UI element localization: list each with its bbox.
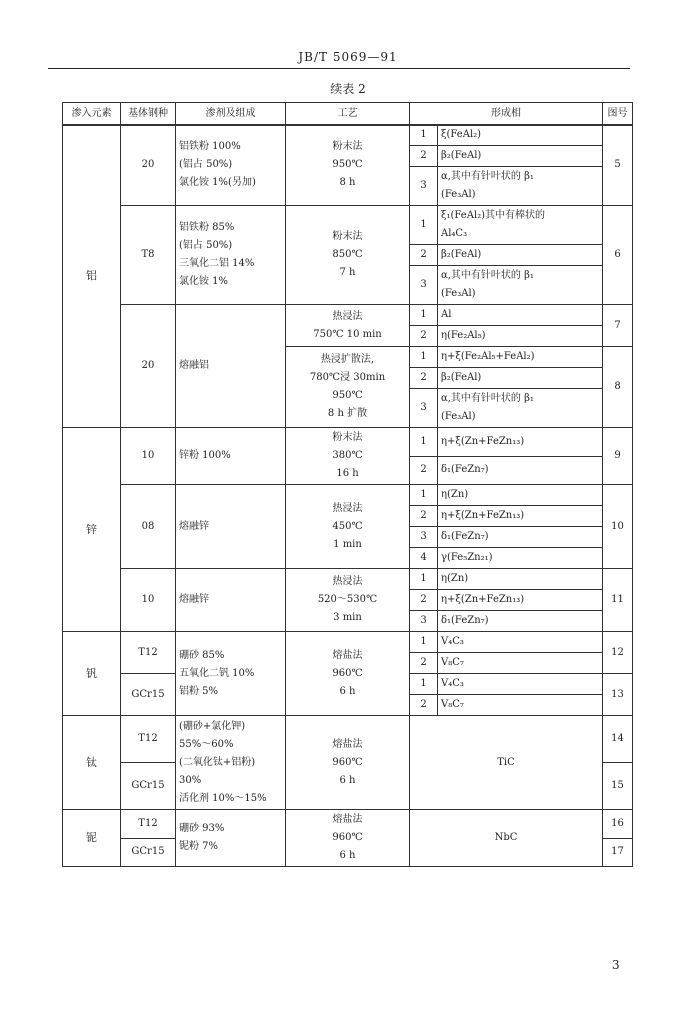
phase-cell: β₂(FeAl) bbox=[438, 146, 603, 167]
steel-cell: 08 bbox=[121, 485, 176, 569]
steel-cell: T12 bbox=[121, 810, 176, 839]
phase-cell: ξ₁(FeAl₂)其中有棒状的 Al₄C₃ bbox=[438, 206, 603, 245]
steel-cell: 20 bbox=[121, 125, 176, 206]
figure-number: 7 bbox=[603, 305, 633, 347]
process-cell: 熔盐法 960℃ 6 h bbox=[286, 810, 410, 867]
phase-number: 1 bbox=[410, 125, 438, 146]
agent-cell: 铝铁粉 85% (铝占 50%) 三氧化二铝 14% 氯化铵 1% bbox=[176, 206, 286, 305]
figure-number: 10 bbox=[603, 485, 633, 569]
table-row bbox=[63, 305, 633, 326]
phase-cell: V₈C₇ bbox=[438, 653, 603, 674]
phase-number: 2 bbox=[410, 326, 438, 347]
phase-number: 2 bbox=[410, 653, 438, 674]
steel-cell: T12 bbox=[121, 716, 176, 763]
agent-cell: 熔融铝 bbox=[176, 305, 286, 428]
phase-number: 2 bbox=[410, 506, 438, 527]
figure-number: 9 bbox=[603, 428, 633, 485]
figure-number: 8 bbox=[603, 347, 633, 428]
figure-number: 17 bbox=[603, 838, 633, 867]
phase-cell: β₂(FeAl) bbox=[438, 245, 603, 266]
col-header: 形成相 bbox=[410, 103, 603, 126]
phase-cell: δ₁(FeZn₇) bbox=[438, 527, 603, 548]
element-cell: 锌 bbox=[63, 428, 121, 632]
phase-number: 1 bbox=[410, 674, 438, 695]
process-cell: 熔盐法 960℃ 6 h bbox=[286, 716, 410, 810]
figure-number: 14 bbox=[603, 716, 633, 763]
phase-cell: η+ξ(Zn+FeZn₁₃) bbox=[438, 428, 603, 457]
phase-number: 3 bbox=[410, 167, 438, 206]
table-row bbox=[63, 716, 633, 763]
steel-cell: 20 bbox=[121, 305, 176, 428]
figure-number: 6 bbox=[603, 206, 633, 305]
table-row bbox=[63, 125, 633, 146]
process-cell: 粉末法 850℃ 7 h bbox=[286, 206, 410, 305]
phase-cell: η+ξ(Zn+FeZn₁₃) bbox=[438, 590, 603, 611]
element-cell: 钒 bbox=[63, 632, 121, 716]
steel-cell: 10 bbox=[121, 428, 176, 485]
phase-number: 1 bbox=[410, 206, 438, 245]
phase-cell: η+ξ(Zn+FeZn₁₃) bbox=[438, 506, 603, 527]
phase-cell: TiC bbox=[410, 716, 603, 810]
table-row bbox=[63, 810, 633, 839]
table-caption: 续表 2 bbox=[330, 82, 366, 96]
steel-cell: T12 bbox=[121, 632, 176, 674]
phase-cell: α,其中有针叶状的 β₁ (Fe₃Al) bbox=[438, 389, 603, 428]
phase-number: 1 bbox=[410, 428, 438, 457]
phase-number: 1 bbox=[410, 569, 438, 590]
phase-number: 4 bbox=[410, 548, 438, 569]
steel-cell: GCr15 bbox=[121, 674, 176, 716]
col-header: 工艺 bbox=[286, 103, 410, 126]
phase-cell: NbC bbox=[410, 810, 603, 867]
phase-cell: η(Zn) bbox=[438, 485, 603, 506]
phase-cell: η+ξ(Fe₂Al₅+FeAl₂) bbox=[438, 347, 603, 368]
phase-cell: η(Zn) bbox=[438, 569, 603, 590]
standard-header: JB/T 5069—91 bbox=[298, 50, 398, 64]
header-rule bbox=[48, 68, 630, 69]
agent-cell: 硼砂 85% 五氧化二钒 10% 铝粉 5% bbox=[176, 632, 286, 716]
agent-cell: 熔融锌 bbox=[176, 569, 286, 632]
phase-number: 1 bbox=[410, 485, 438, 506]
figure-number: 5 bbox=[603, 125, 633, 206]
phase-number: 2 bbox=[410, 695, 438, 716]
phase-number: 3 bbox=[410, 611, 438, 632]
phase-number: 3 bbox=[410, 266, 438, 305]
process-cell: 热浸法 520～530℃ 3 min bbox=[286, 569, 410, 632]
steel-cell: 10 bbox=[121, 569, 176, 632]
agent-cell: 熔融锌 bbox=[176, 485, 286, 569]
figure-number: 16 bbox=[603, 810, 633, 839]
table-row bbox=[63, 485, 633, 506]
phase-cell: α,其中有针叶状的 β₁ (Fe₃Al) bbox=[438, 266, 603, 305]
phase-cell: V₄C₃ bbox=[438, 632, 603, 653]
element-cell: 钛 bbox=[63, 716, 121, 810]
steel-cell: T8 bbox=[121, 206, 176, 305]
phase-cell: η(Fe₂Al₅) bbox=[438, 326, 603, 347]
col-header: 图号 bbox=[603, 103, 633, 126]
phase-cell: δ₁(FeZn₇) bbox=[438, 456, 603, 485]
table-row bbox=[63, 632, 633, 653]
table-row bbox=[63, 206, 633, 245]
phase-number: 1 bbox=[410, 632, 438, 653]
phase-number: 2 bbox=[410, 368, 438, 389]
figure-number: 12 bbox=[603, 632, 633, 674]
phase-cell: δ₁(FeZn₇) bbox=[438, 611, 603, 632]
process-cell: 热浸扩散法, 780℃浸 30min 950℃ 8 h 扩散 bbox=[286, 347, 410, 428]
process-cell: 粉末法 380℃ 16 h bbox=[286, 428, 410, 485]
phase-number: 1 bbox=[410, 347, 438, 368]
table-row bbox=[63, 569, 633, 590]
col-header: 基体钢种 bbox=[121, 103, 176, 126]
phase-cell: β₂(FeAl) bbox=[438, 368, 603, 389]
table-header bbox=[62, 102, 633, 126]
agent-cell: (硼砂+氯化钾) 55%～60% (二氧化钛+铝粉) 30% 活化剂 10%～15% bbox=[176, 716, 286, 810]
phase-cell: V₈C₇ bbox=[438, 695, 603, 716]
page-number: 3 bbox=[612, 958, 620, 972]
element-cell: 铝 bbox=[63, 125, 121, 428]
agent-cell: 锌粉 100% bbox=[176, 428, 286, 485]
phase-number: 1 bbox=[410, 305, 438, 326]
steel-cell: GCr15 bbox=[121, 838, 176, 867]
phase-number: 2 bbox=[410, 590, 438, 611]
phase-cell: α,其中有针叶状的 β₁ (Fe₃Al) bbox=[438, 167, 603, 206]
phase-number: 2 bbox=[410, 456, 438, 485]
col-header: 渗入元素 bbox=[63, 103, 121, 126]
phase-cell: γ(Fe₅Zn₂₁) bbox=[438, 548, 603, 569]
phase-number: 3 bbox=[410, 527, 438, 548]
steel-cell: GCr15 bbox=[121, 763, 176, 810]
process-cell: 熔盐法 960℃ 6 h bbox=[286, 632, 410, 716]
agent-cell: 铝铁粉 100% (铝占 50%) 氯化铵 1%(另加) bbox=[176, 125, 286, 206]
element-cell: 铌 bbox=[63, 810, 121, 867]
phase-number: 2 bbox=[410, 146, 438, 167]
process-cell: 粉末法 950℃ 8 h bbox=[286, 125, 410, 206]
data-table bbox=[62, 124, 633, 867]
agent-cell: 硼砂 93% 铌粉 7% bbox=[176, 810, 286, 867]
figure-number: 15 bbox=[603, 763, 633, 810]
figure-number: 13 bbox=[603, 674, 633, 716]
phase-number: 3 bbox=[410, 389, 438, 428]
table-row bbox=[63, 428, 633, 457]
process-cell: 热浸法 450℃ 1 min bbox=[286, 485, 410, 569]
process-cell: 热浸法 750℃ 10 min bbox=[286, 305, 410, 347]
phase-cell: V₄C₃ bbox=[438, 674, 603, 695]
phase-cell: Al bbox=[438, 305, 603, 326]
col-header: 渗剂及组成 bbox=[176, 103, 286, 126]
figure-number: 11 bbox=[603, 569, 633, 632]
phase-number: 2 bbox=[410, 245, 438, 266]
phase-cell: ξ(FeAl₂) bbox=[438, 125, 603, 146]
